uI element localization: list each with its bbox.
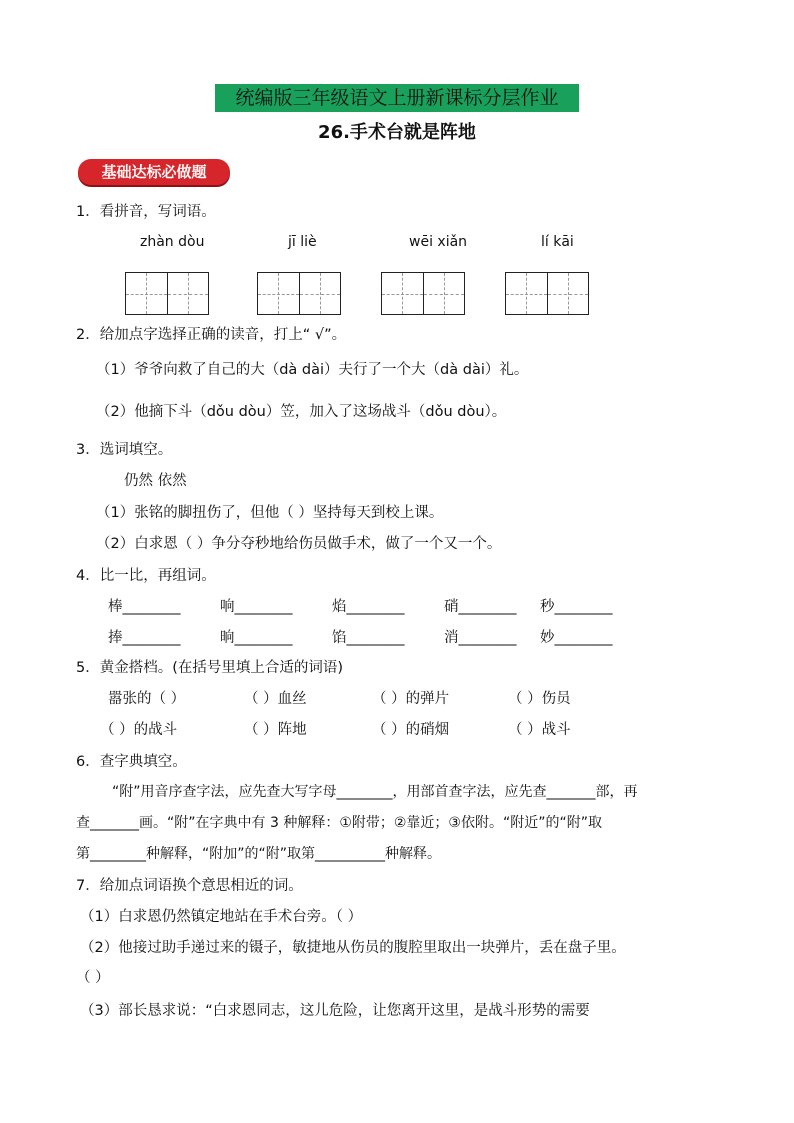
q5-item: （ ）的战斗	[100, 722, 178, 738]
q5-item: （ ）伤员	[508, 691, 571, 707]
q3-options: 仍然 依然	[124, 473, 187, 489]
q6-line-3: 第________种解释，“附加”的“附”取第__________种解释。	[76, 846, 442, 862]
q4-item: 响________	[220, 599, 293, 615]
q2-prompt: 2．给加点字选择正确的读音，打上“ √”。	[76, 327, 347, 343]
q4-item: 消________	[444, 630, 517, 646]
writing-grid-3[interactable]	[381, 272, 465, 315]
q4-item: 秒________	[540, 599, 613, 615]
series-title-banner: 统编版三年级语文上册新课标分层作业	[215, 84, 579, 112]
q6-line-1: “附”用音序查字法，应先查大写字母________，用部首查字法，应先查_______部，再	[112, 784, 638, 800]
q4-item: 晌________	[220, 630, 293, 646]
q1-pinyin-1: zhàn dòu	[140, 234, 205, 250]
q7-line-3: （3）部长恳求说：“白求恩同志，这儿危险，让您离开这里，是战斗形势的需要	[80, 1003, 590, 1019]
q1-prompt: 1．看拼音，写词语。	[76, 204, 216, 220]
q7-line-2-blank: （ ）	[76, 970, 110, 986]
q4-prompt: 4．比一比，再组词。	[76, 568, 216, 584]
q3-line-1: （1）张铭的脚扭伤了，但他（ ）坚持每天到校上课。	[96, 505, 444, 521]
q4-item: 馅________	[332, 630, 405, 646]
q5-item: （ ）血丝	[244, 691, 307, 707]
q7-line-2: （2）他接过助手递过来的镊子，敏捷地从伤员的腹腔里取出一块弹片，丢在盘子里。	[80, 940, 626, 956]
q1-pinyin-2: jī liè	[288, 234, 317, 250]
q2-line-2: （2）他摘下斗（dǒu dòu）笠，加入了这场战斗（dǒu dòu）。	[96, 404, 507, 420]
q5-item: （ ）的硝烟	[372, 722, 450, 738]
q5-item: （ ）的弹片	[372, 691, 450, 707]
q4-item: 捧________	[108, 630, 181, 646]
q5-item: 嚣张的（ ）	[108, 691, 186, 707]
writing-grid-4[interactable]	[505, 272, 589, 315]
lesson-title: 26.手术台就是阵地	[318, 122, 476, 143]
section-badge: 基础达标必做题	[78, 159, 230, 185]
writing-grid-1[interactable]	[125, 272, 209, 315]
q2-line-1: （1）爷爷向救了自己的大（dà dài）夫行了一个大（dà dài）礼。	[96, 362, 529, 378]
q1-pinyin-4: lí kāi	[541, 234, 574, 250]
q5-item: （ ）战斗	[508, 722, 571, 738]
q6-line-2: 查_______画。“附”在字典中有 3 种解释：①附带；②靠近；③依附。“附近”的“附”取	[76, 815, 602, 831]
q7-prompt: 7．给加点词语换个意思相近的词。	[76, 878, 303, 894]
q5-item: （ ）阵地	[244, 722, 307, 738]
q7-line-1: （1）白求恩仍然镇定地站在手术台旁。（ ）	[80, 909, 363, 925]
q6-prompt: 6．查字典填空。	[76, 754, 187, 770]
q4-item: 棒________	[108, 599, 181, 615]
q1-pinyin-3: wēi xiǎn	[409, 234, 468, 250]
q5-prompt: 5．黄金搭档。(在括号里填上合适的词语)	[76, 660, 344, 676]
q3-prompt: 3．选词填空。	[76, 442, 173, 458]
q3-line-2: （2）白求恩（ ）争分夺秒地给伤员做手术，做了一个又一个。	[96, 536, 502, 552]
q4-item: 妙________	[540, 630, 613, 646]
writing-grid-2[interactable]	[257, 272, 341, 315]
q4-item: 焰________	[332, 599, 405, 615]
q4-item: 硝________	[444, 599, 517, 615]
